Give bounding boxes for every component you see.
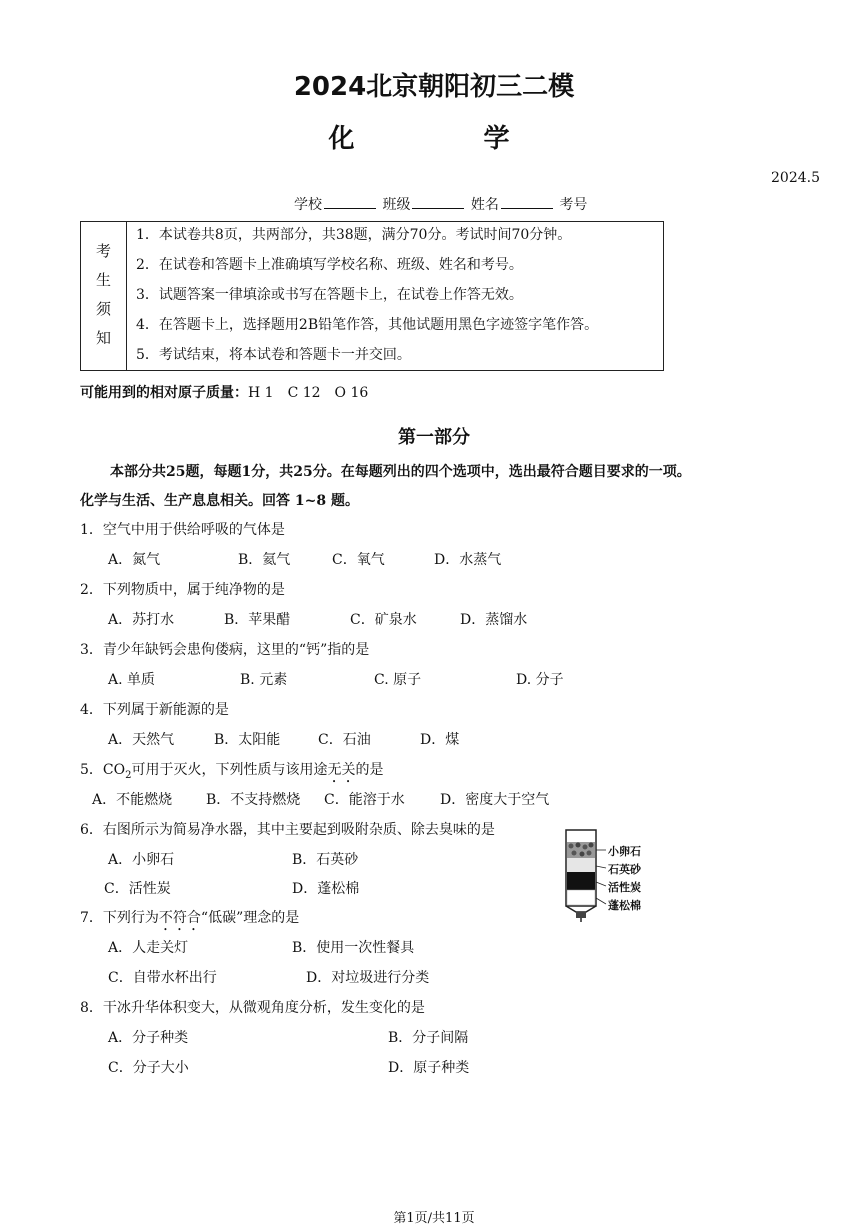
option[interactable]: B．太阳能 — [214, 732, 281, 748]
option[interactable]: A．氮气 — [108, 552, 161, 568]
notice-item: 3．试题答案一律填涂或书写在答题卡上，在试卷上作答无效。 — [136, 287, 523, 303]
student-info-fields — [294, 194, 587, 214]
water-filter-figure — [560, 828, 660, 923]
question-stem: 4．下列属于新能源的是 — [80, 702, 229, 718]
class-blank[interactable] — [412, 196, 464, 209]
name-blank[interactable] — [501, 196, 553, 209]
option[interactable]: B．分子间隔 — [388, 1030, 469, 1046]
notice-label-char: 考 — [95, 242, 111, 260]
emphasis-text: 不符合 — [158, 910, 201, 926]
option[interactable]: A．小卵石 — [108, 852, 175, 868]
notice-item: 4．在答题卡上，选择题用2B铅笔作答，其他试题用黑色字迹签字笔作答。 — [136, 317, 599, 333]
option[interactable]: D．煤 — [420, 732, 460, 748]
option[interactable]: C．自带水杯出行 — [108, 970, 217, 986]
option[interactable]: C. 原子 — [374, 672, 422, 688]
option[interactable]: D．蓬松棉 — [292, 881, 360, 897]
figure-label-cotton: 蓬松棉 — [608, 899, 641, 912]
exam-date: 2024.5 — [771, 170, 820, 186]
part-one-title: 第一部分 — [398, 427, 470, 448]
notice-item: 2．在试卷和答题卡上准确填写学校名称、班级、姓名和考号。 — [136, 257, 523, 273]
atomic-mass-label: 可能用到的相对原子质量： — [80, 385, 248, 401]
option[interactable]: A．不能燃烧 — [92, 792, 173, 808]
option[interactable]: D．对垃圾进行分类 — [306, 970, 430, 986]
option[interactable]: C．氧气 — [332, 552, 385, 568]
option[interactable]: A．苏打水 — [108, 612, 175, 628]
option[interactable]: B．氦气 — [238, 552, 291, 568]
question-stem: 3．青少年缺钙会患佝偻病，这里的“钙”指的是 — [80, 642, 370, 658]
name-label: 姓名 — [470, 197, 499, 213]
question-stem: 8．干冰升华体积变大，从微观角度分析，发生变化的是 — [80, 1000, 425, 1016]
option[interactable]: C．矿泉水 — [350, 612, 417, 628]
notice-label-char: 须 — [95, 300, 111, 318]
question-stem: 1．空气中用于供给呼吸的气体是 — [80, 522, 285, 538]
option[interactable]: C．能溶于水 — [324, 792, 405, 808]
notice-label-char: 知 — [95, 329, 111, 347]
option[interactable]: D. 分子 — [516, 672, 564, 688]
page-title: 2024北京朝阳初三二模 — [293, 72, 575, 102]
notice-items — [136, 226, 598, 376]
option[interactable]: D．水蒸气 — [434, 552, 502, 568]
notice-label-char: 生 — [95, 271, 111, 289]
candidate-notice-box — [80, 221, 664, 371]
option[interactable]: C．分子大小 — [108, 1060, 189, 1076]
option[interactable]: B．石英砂 — [292, 852, 359, 868]
figure-label-quartz-sand: 石英砂 — [608, 863, 641, 876]
option[interactable]: B．不支持燃烧 — [206, 792, 301, 808]
option[interactable]: D．密度大于空气 — [440, 792, 550, 808]
option[interactable]: A. 单质 — [108, 672, 156, 688]
figure-label-pebbles: 小卵石 — [608, 845, 641, 858]
option[interactable]: B．使用一次性餐具 — [292, 940, 415, 956]
option[interactable]: C．石油 — [318, 732, 371, 748]
option[interactable]: A．分子种类 — [108, 1030, 189, 1046]
school-label: 学校 — [294, 197, 322, 213]
question-stem: 2．下列物质中，属于纯净物的是 — [80, 582, 285, 598]
option[interactable]: D．原子种类 — [388, 1060, 470, 1076]
part-one-intro: 本部分共25题，每题1分，共25分。在每题列出的四个选项中，选出最符合题目要求的一项。 — [110, 464, 691, 480]
question-stem: 7．下列行为不符合“低碳”理念的是 — [80, 910, 300, 926]
school-blank[interactable] — [324, 196, 376, 209]
option[interactable]: B．苹果醋 — [224, 612, 291, 628]
question-stem: 6．右图所示为简易净水器，其中主要起到吸附杂质、除去臭味的是 — [80, 822, 495, 838]
number-label: 考号 — [559, 197, 588, 213]
notice-label-cell — [81, 222, 127, 370]
subject-title: 化 学 — [328, 124, 570, 154]
notice-item: 1．本试卷共8页，共两部分，共38题，满分70分。考试时间70分钟。 — [136, 227, 572, 243]
atomic-mass-values: H 1 C 12 O 16 — [248, 385, 369, 401]
option[interactable]: A．天然气 — [108, 732, 175, 748]
page-footer: 第1页/共11页 — [393, 1211, 475, 1226]
atomic-mass-line — [80, 382, 368, 402]
section-intro: 化学与生活、生产息息相关。回答 1~8 题。 — [80, 493, 359, 509]
notice-item: 5．考试结束，将本试卷和答题卡一并交回。 — [136, 347, 411, 363]
option[interactable]: D．蒸馏水 — [460, 612, 528, 628]
option[interactable]: B. 元素 — [240, 672, 288, 688]
question-stem: 5．$CO_2$可用于灭火，下列性质与该用途无关的是 — [80, 762, 384, 781]
figure-label-activated-carbon: 活性炭 — [608, 881, 641, 894]
emphasis-text: 无关 — [327, 762, 356, 778]
option[interactable]: A．人走关灯 — [108, 940, 189, 956]
option[interactable]: C．活性炭 — [104, 881, 171, 897]
class-label: 班级 — [382, 197, 411, 213]
